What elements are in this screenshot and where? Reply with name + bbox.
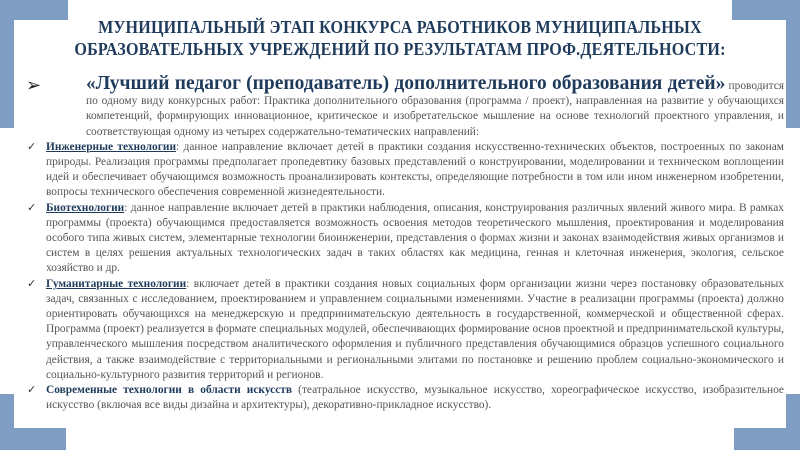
list-item xyxy=(26,140,784,201)
checkmark-icon: ✓ xyxy=(27,277,37,290)
corner-decoration xyxy=(786,0,800,128)
corner-decoration xyxy=(0,394,14,450)
item-text: : данное направление включает детей в практики создания искусственно-технических объектов, построенных по законам природы. Реализация программы предполагает пропедевтику базовых представлений о конструировании, моделировании и техническом воплощении идей и обеспечивает обучающимся возможность проанализировать контексты, определяющие потребности в том или ином инженерном изобретении, вопросы технического обеспечения современной жизнедеятельности. xyxy=(46,140,785,199)
arrow-bullet-icon: ➢ xyxy=(26,75,42,95)
list-item xyxy=(26,277,784,383)
corner-decoration xyxy=(786,394,800,450)
item-text: : данное направление включает детей в практики наблюдения, описания, конструирования различных явлений живого мира. В рамках программы (проекта) обучающимся предоставляется возможность освоения методов теоретического мышления, проектирования и моделирования особого типа живых систем, элементарные технологии биоинженерии, представления о формах жизни и законах взаимодействия живых организмов и систем в целях решения актуальных технологических задач в таких областях как медицина, генная и клеточная инженерия, экология, сельское хозяйство и др. xyxy=(46,201,784,275)
lead-text: проводится по одному виду конкурсных работ: Практика дополнительного образования (программа / проект), направленная на развитие у обучающихся компетенций, формирующих инновационное, критическое и изобретательское мышление на основе технологий проектного управления, и соответствующая одному из четырех содержательно-тематических направлений: xyxy=(86,80,785,138)
slide-content xyxy=(26,73,785,413)
lead-paragraph xyxy=(26,73,785,140)
checkmark-icon: ✓ xyxy=(27,140,37,153)
corner-decoration xyxy=(0,0,14,128)
slide-title: МУНИЦИПАЛЬНЫЙ ЭТАП КОНКУРСА РАБОТНИКОВ МУНИЦИПАЛЬНЫХ ОБРАЗОВАТЕЛЬНЫХ УЧРЕЖДЕНИЙ ПО РЕЗУЛЬТАТАМ ПРОФ.ДЕЯТЕЛЬНОСТИ: xyxy=(74,17,726,59)
item-term: Современные технологии в области искусств xyxy=(46,384,293,397)
item-term: Гуманитарные технологии xyxy=(46,277,187,290)
list-item xyxy=(26,201,784,277)
item-text: (театральное искусство, музыкальное искусство, хореографическое искусство, изобразительное искусство (включая все виды дизайна и архитектуры), декоративно-прикладное искусство). xyxy=(46,384,784,412)
item-text: : включает детей в практики создания новых социальных форм организации жизни через постановку образовательных задач, связанных с исследованием, проектированием и управлением социальными изменениями. Участие в реализации программы (проекта) должно ориентировать обучающихся на менеджерскую и предпринимательскую деятельность в государственной, коммерческой и общественной сферах. Программа (проект) реализуется в формате специальных модулей, обеспечивающих формирование основ проектной и предпринимательской культуры, управленческого мышления посредством аналитического оформления и публичного представления обучающимися образцов успешного социального действия, а также взаимодействие с территориальными и региональными элитами по постановке и решению проблем социально-экономического и социально-культурного развития территорий и регионов. xyxy=(46,277,784,381)
list-item xyxy=(26,383,784,413)
item-term: Биотехнологии xyxy=(46,201,125,214)
checkmark-icon: ✓ xyxy=(27,201,37,214)
checkmark-icon: ✓ xyxy=(27,384,37,397)
item-term: Инженерные технологии xyxy=(46,140,177,153)
contest-name: «Лучший педагог (преподаватель) дополнительного образования детей» xyxy=(86,73,726,94)
